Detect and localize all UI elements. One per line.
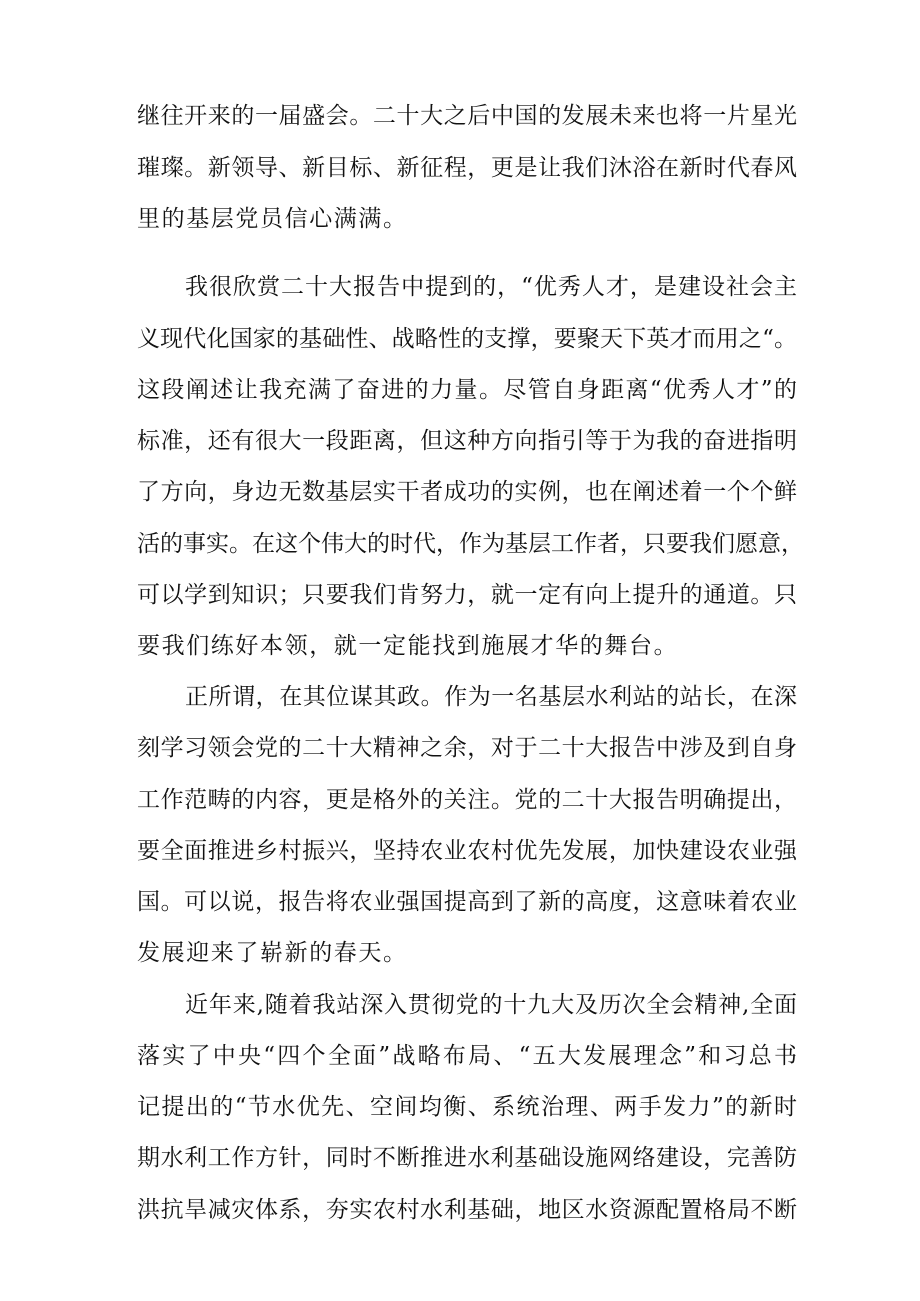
text-line: 这段阐述让我充满了奋进的力量。尽管自身距离“优秀人才”的 xyxy=(137,377,797,403)
text-line: 义现代化国家的基础性、战略性的支撑，要聚天下英才而用之“。 xyxy=(137,326,797,352)
text-line: 落实了中央“四个全面”战略布局、“五大发展理念”和习总书 xyxy=(137,1043,797,1069)
text-line: 了方向，身边无数基层实干者成功的实例，也在阐述着一个个鲜 xyxy=(137,479,797,505)
text-line: 发展迎来了崭新的春天。 xyxy=(137,940,408,966)
text-line: 期水利工作方针，同时不断推进水利基础设施网络建设，完善防 xyxy=(137,1145,797,1171)
text-line: 里的基层党员信心满满。 xyxy=(137,206,408,232)
text-line: 国。可以说，报告将农业强国提高到了新的高度，这意味着农业 xyxy=(137,889,797,915)
text-line: 我很欣赏二十大报告中提到的，“优秀人才，是建设社会主 xyxy=(185,274,797,300)
text-line: 洪抗旱减灾体系，夯实农村水利基础，地区水资源配置格局不断 xyxy=(137,1197,797,1223)
text-line: 近年来,随着我站深入贯彻党的十九大及历次全会精神,全面 xyxy=(185,992,797,1018)
text-line: 活的事实。在这个伟大的时代，作为基层工作者，只要我们愿意， xyxy=(137,531,804,557)
text-line: 正所谓，在其位谋其政。作为一名基层水利站的站长，在深 xyxy=(185,684,797,710)
text-line: 记提出的“节水优先、空间均衡、系统治理、两手发力”的新时 xyxy=(137,1094,797,1120)
text-line: 标准，还有很大一段距离，但这种方向指引等于为我的奋进指明 xyxy=(137,428,797,454)
text-line: 要全面推进乡村振兴，坚持农业农村优先发展，加快建设农业强 xyxy=(137,838,797,864)
text-line: 工作范畴的内容，更是格外的关注。党的二十大报告明确提出， xyxy=(137,787,797,813)
text-line: 可以学到知识；只要我们肯努力，就一定有向上提升的通道。只 xyxy=(137,582,797,608)
text-line: 继往开来的一届盛会。二十大之后中国的发展未来也将一片星光 xyxy=(137,103,797,129)
text-line: 刻学习领会党的二十大精神之余，对于二十大报告中涉及到自身 xyxy=(137,735,797,761)
text-line: 要我们练好本领，就一定能找到施展才华的舞台。 xyxy=(137,633,679,659)
text-line: 璀璨。新领导、新目标、新征程，更是让我们沐浴在新时代春风 xyxy=(137,155,797,181)
